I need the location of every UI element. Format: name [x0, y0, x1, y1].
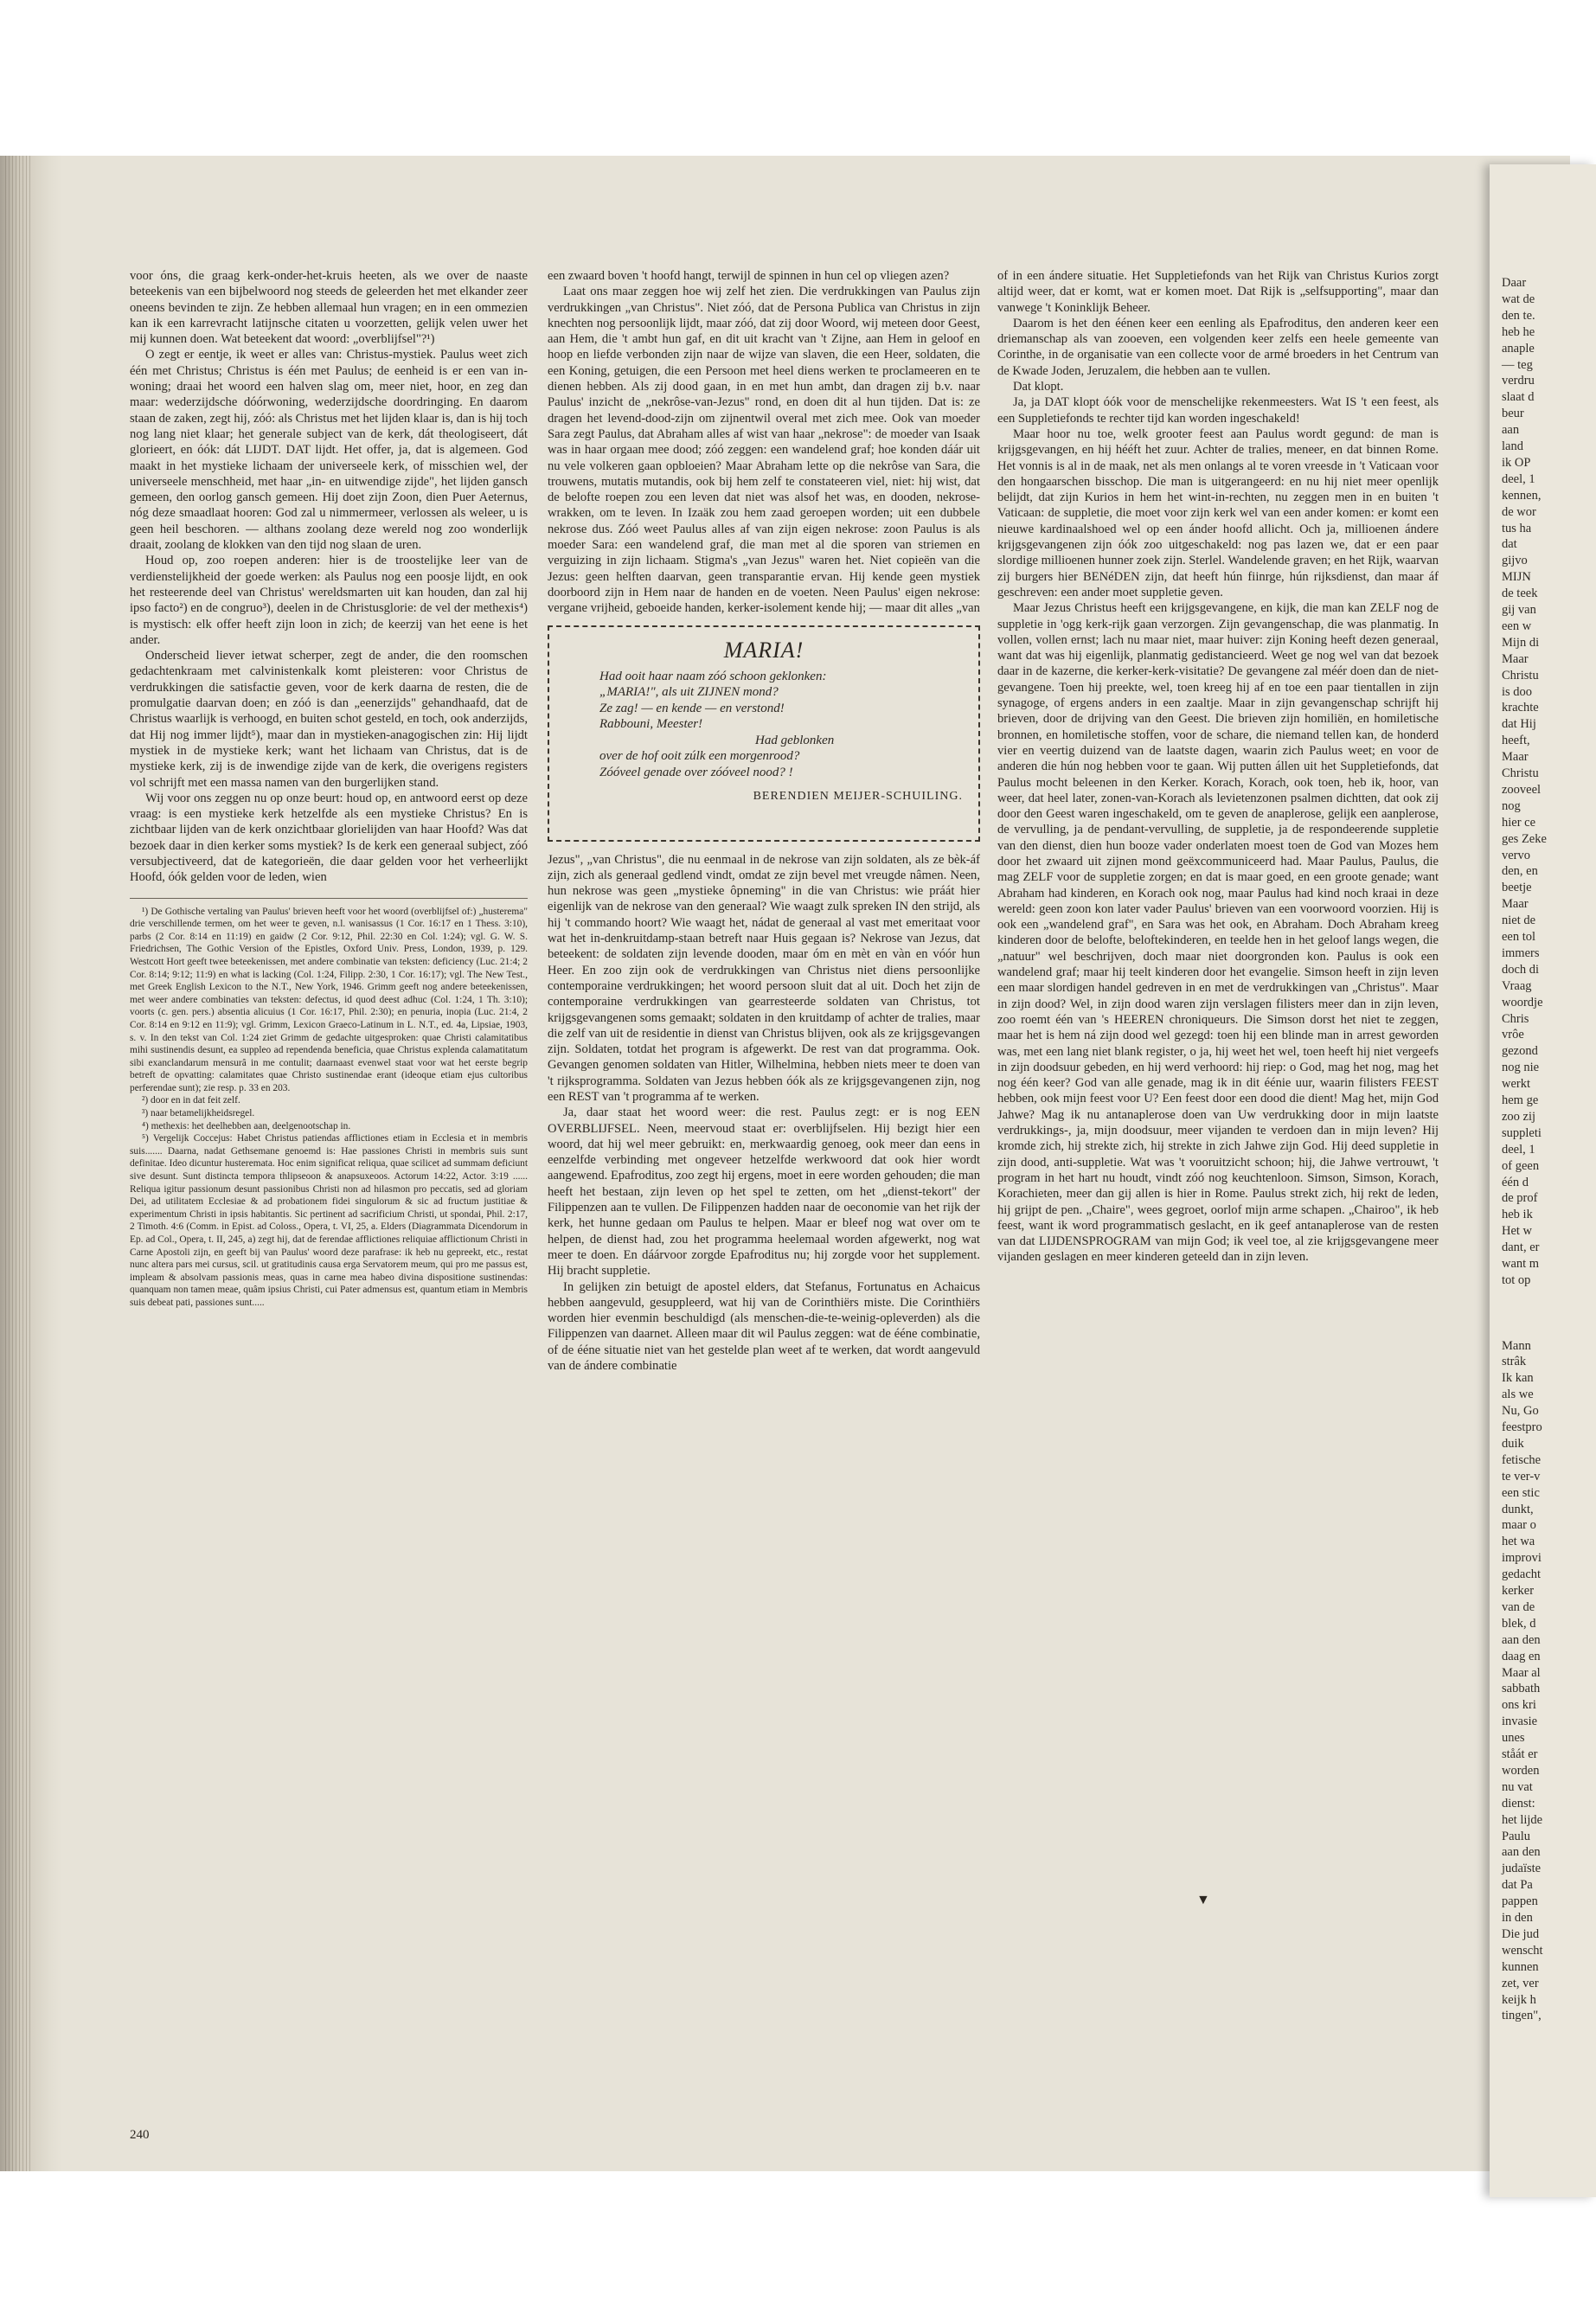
footnote: ⁵) Vergelijk Coccejus: Habet Christus patiendas afflictiones etiam in Ecclesia et in membris suis....... Daarna, nadat Gethsemane genoemd is: Hae passiones Christi in membris suis sunt definitae. Ideo dicuntur husteremata. Hoc enim significat reliqua, quae scilicet ad summam deficiunt sive desunt. Sunt distincta tempora thlipseoon & anapsuxeoos. Actorum 14:22, Actor. 3:19 ...... Reliqua igitur passionum desunt passionibus Christi non ad hilasmon pro peccatis, sed ad gloriam Dei, ad utilitatem Ecclesiae & ad probationem fidei singulorum & sic ad fructum justitiae & experimentum Christi in ipsis habitantis. Sic pertinent ad sacrificium Christi, ut spondai, Phil. 2:17, 2 Timoth. 4:6 (Comm. in Epist. ad Coloss., Opera, t. VI, 25, a. Elders (Diagrammata Dicendorum in Ep. ad Col., Opera, t. II, 245, a) zegt hij, dat de ferendae afflictiones reliquiae afflictionum Christi in Carne Apostoli zijn, en geeft bij van Paulus' woord deze parafrase: ik heb nu gepreekt, etc., restat nunc altera pars mei cursus, scil. ut gratitudinis causa erga Servatorem meum, qui pro me passus est, impleam & absolvam passionis meas, quas in carne mea habeo divina dispositione sustinendas: quanquam non tamen meae, quâm ipsius Christi, cui Pater admensus est, quantum etiam in Membris suis debeat pati, passiones sunt.....: [130, 1133, 528, 1308]
paragraph: O zegt er eentje, ik weet er alles van: Christus-mystiek. Paulus weet zich één met Christus; Christus is één met Paulus; de eenheid is er een van in-woning; draai het woord een halven slag om, meer niet, hoor, en zeg dan maar: wederzijdsche dóórwoning, wederzijdsche doordringing. En daarom staan de zaken, zegt hij, zóó: als Christus met het lijden klaar is, dan is hij toch nog lang niet klaar; het generale subject van de kerk, dát theologiseert, dát glorieert, en óók: dát LIJDT. DAT lijdt. Het offer, ja, dat is algemeen. God maakt in het mystieke lichaam der universeele kerk, of misschien wel, der universeele menschheid, met haar „in- en uitwendige zijde", het lijden gansch gemeen, den oorlog gansch gemeen. Hij doet zijn Zoon, dien Puer Aeternus, nóg deze smaadlaat hooren: God zal u nimmermeer, verlossen als weleer, u is geen heil beschoren. — althans zoolang deze wereld nog zoo wonderlijk draait, zoolang de klokken van den tijd nog slaan de uren.: [130, 348, 528, 553]
next-page-fragment: den te.: [1502, 308, 1535, 323]
next-page-fragment: fetische: [1502, 1452, 1542, 1467]
next-page-fragment: Chris: [1502, 1011, 1529, 1026]
next-page-fragment: het wa: [1502, 1535, 1535, 1549]
next-page-fragment: nog nie: [1502, 1061, 1540, 1075]
next-page-fragment: keijk h: [1502, 1992, 1536, 2007]
paragraph: Laat ons maar zeggen hoe wij zelf het zien. Die verdrukkingen van Paulus zijn verdrukkingen „van Christus". Niet zóó, dat de Persona Publica van Christus in zijn knechten nog persoonlijk lijdt, maar zóó, dat zij door Woord, wij meteen door Geest, aan Hem, die 't ambt hun gaf, en dit uit kracht van 't Zijne, aan Hem in geloof en hoop en liefde verbonden zijn naar de wijze van slaven, die een Heer, soldaten, die een Koning, getuigen, die een Persoon met heel diens werken te proclameeren en te dienen hebben. Als zij dood gaan, in en met hun ambt, dan dragen zij b.v. naar Paulus' inzicht de „nekrôse-van-Jezus" rond, en doen dit al hun tijden. Dat is: ze dragen het levend-dood-zijn om zijnentwil overal met zich mee. Ook van moeder Sara zegt Paulus, dat Abraham alles af wist van haar „nekrose": de moeder van Isaak was in haar orgaan mee dood; zóó zeggen: een wandelend graf; hoe konden dáár uit nu vele volkeren gaan opbloeien? Maar Abraham lette op die nekrôse van Sara, die trouwens, mutatis mutandis, ook bij hem zelf te constateeren viel, niet: hij wist, dat de belofte roepen zou een leven dat niet was alsof het was, en dooden, nekrose-wrakken, om te leven. In Izaäk zou hem zaad geroepen worden; uit een dubbele nekrose dus. Zóó weet Paulus alles af van zijn eigen nekrose: zoon Paulus is als moeder Sara: een wandelend graf, die man met al die sporen van striemen en verguizing in zijn lichaam. Stigma's „van Jezus" waren het. Niet copieën van die Jezus: geen helften daarvan, geen transparantie ervan. Hij kende geen mystiek doorboord zijn in Hem naar de handen en de voeten. Neen Paulus' eigen nekrose: vergane vrijheid, geboeide handen, kerker-isolement kende hij; — maar dit alles „van: [548, 285, 980, 616]
footnote: ²) door en in dat feit zelf.: [142, 1095, 240, 1106]
next-page-fragment: het lijde: [1502, 1812, 1543, 1827]
next-page-fragment: aan den: [1502, 1632, 1541, 1647]
next-page-fragment: één d: [1502, 1175, 1529, 1189]
next-page-fragment: ges Zeke: [1502, 831, 1547, 846]
next-page-fragment: Maar: [1502, 651, 1529, 666]
next-page-fragment: aan: [1502, 423, 1520, 438]
poem-line: Rabbouni, Meester!: [599, 717, 703, 732]
paragraph: Ja, daar staat het woord weer: die rest. Paulus zegt: er is nog EEN OVERBLIJFSEL. Neen, meervoud staat er: overblijfselen. Hij bezigt hier een woord, dat hij wel meer gebruikt: en, merkwaardig genoeg, ook meer dan eens in eenzelfde verbinding met ongeveer hetzelfde werkwoord dat ook hier wordt aangewend. Epafroditus, zoo zegt hij ergens, moet in eere worden gehouden; die man heeft het bestaan, zijn leven op het spel te zetten, om het „dienst-tekort" der Filippenzen aan te vullen. De Filippenzen hadden naar de oeconomie van het rijk der kerk, het hunne gedaan om Paulus te helpen. Maar er bleef nog wat over om te helpen, de dienst had, zou het programma heelemaal worden afgewerkt, nog wat meer te doen. En dáárvoor zorgde Epafroditus nu; hij zorgde voor het supplement. Hij bracht suppletie.: [548, 1106, 980, 1279]
poem-line: Ze zag! — en kende — en verstond!: [599, 701, 785, 715]
next-page-fragment: beur: [1502, 407, 1524, 421]
next-page-fragment: een stic: [1502, 1485, 1540, 1500]
next-page-fragment: de teek: [1502, 586, 1538, 601]
next-page-fragment: Die jud: [1502, 1926, 1540, 1941]
next-page-fragment: woordje: [1502, 995, 1543, 1009]
next-page-fragment: MIJN: [1502, 570, 1531, 585]
next-page-fragment: een tol: [1502, 930, 1536, 944]
paragraph: voor óns, die graag kerk-onder-het-kruis heeten, als we over de naaste beteekenis van een bijbelwoord nog steeds de geleerden het met elkander zeer oneens bevinden te zijn. Ze hebben allemaal hun vragen; en in een ommezien kan ik een karrevracht latijnsche citaten u voorzetten, gelijk velen uwer het mij kunnen doen. Wat beteekent dat woord: „overblijfsel"?¹): [130, 269, 528, 347]
next-page-fragment: Maar al: [1502, 1665, 1541, 1680]
next-page-fragment: Daar: [1502, 276, 1527, 290]
next-page-fragment: daag en: [1502, 1649, 1541, 1663]
next-page-fragment: Christu: [1502, 766, 1539, 780]
next-page-fragment: dat Hij: [1502, 717, 1536, 732]
column-middle: [548, 268, 980, 1374]
paragraph: Ja, ja DAT klopt óók voor de menschelijke rekenmeesters. Wat IS 't een feest, als een Suppletiefonds te rechter tijd kan worden ingeschakeld!: [997, 395, 1439, 426]
paragraph: Houd op, zoo roepen anderen: hier is de troostelijke leer van de verdienstelijkheid der goede werken: als Paulus nog een poosje lijdt, en ook het resteerende deel van Christus' wereldsmarten uit kan houden, dan zal hij ipso facto²) en de congruo³), deelen in de Christusglorie: de vel der methexis⁴) is mystisch: elk offer heeft zijn loon in zich; de keerzij van het eene is het ander.: [130, 554, 528, 647]
next-page-fragment: dat Pa: [1502, 1878, 1533, 1893]
paragraph: Daarom is het den éénen keer een eenling als Epafroditus, den anderen keer een driemanschap als van zooeven, een volgenden keer zelfs een heele gemeente van Corinthe, in de organisatie van een collecte voor de armé broeders in het Centrum van de Kwade Joden, Jeruzalem, die hebben aan te vullen.: [997, 316, 1439, 378]
next-page-fragment: maar o: [1502, 1518, 1536, 1533]
page-number: 240: [130, 2128, 150, 2142]
next-page-fragment: Ik kan: [1502, 1371, 1534, 1386]
next-page-fragment: aan den: [1502, 1845, 1541, 1860]
next-page-fragment: nu vat: [1502, 1779, 1533, 1794]
next-page-fragment: slaat d: [1502, 390, 1535, 405]
next-page-fragment: kunnen: [1502, 1959, 1539, 1974]
next-page-fragment: immers: [1502, 945, 1540, 960]
next-page-fragment: deel, 1: [1502, 1142, 1535, 1157]
next-page-fragment: deel, 1: [1502, 471, 1535, 486]
page-edges: [5, 156, 31, 2171]
next-page-fragment: vrôe: [1502, 1028, 1524, 1042]
column-left: [130, 268, 528, 1310]
next-page-fragment: blek, d: [1502, 1616, 1536, 1631]
poem-author: BERENDIEN MEIJER-SCHUILING.: [753, 790, 963, 804]
next-page-fragment: tot op: [1502, 1272, 1531, 1287]
next-page-fragment: krachte: [1502, 701, 1539, 715]
next-page-fragment: sabbath: [1502, 1682, 1541, 1696]
paragraph: Wij voor ons zeggen nu op onze beurt: houd op, en antwoord eerst op deze vraag: is een mystieke kerk hetzelfde als een mystieke Christus? En is zichtbaar lijden van de kerk onzichtbaar glorielijden van haar Hoofd? Was dat bezoek daar in dien kerker soms mystiek? Is de kerk een generaal subject, zóó versubjectiveerd, dat de kategorieën, die daar gelden voor het verheerlijkt Hoofd, óók gelden voor de leden, wien: [130, 791, 528, 885]
next-page-fragment: in den: [1502, 1911, 1533, 1925]
next-page-fragment: de prof: [1502, 1191, 1538, 1206]
next-page-fragment: heb he: [1502, 324, 1535, 339]
next-page-fragment: Het w: [1502, 1224, 1533, 1239]
next-page-fragment: dant, er: [1502, 1240, 1540, 1255]
next-page-fragment: gedacht: [1502, 1567, 1542, 1582]
paragraph: een zwaard boven 't hoofd hangt, terwijl de spinnen in hun cel op vliegen azen?: [548, 269, 950, 283]
next-page-fragment: Christu: [1502, 668, 1539, 683]
next-page-fragment: dunkt,: [1502, 1502, 1534, 1516]
footnote: ³) naar betamelijkheidsregel.: [142, 1108, 255, 1119]
end-mark-icon: ▼: [1196, 1893, 1210, 1907]
next-page-fragment: pappen: [1502, 1894, 1538, 1909]
paragraph: Dat klopt.: [1013, 380, 1064, 394]
paragraph: Jezus", „van Christus", die nu eenmaal in de nekrose van zijn soldaten, als ze bèk-áf zijn, zich als generaal gedlend vindt, omdat ze zijn bevel met vreugde nâmen. Neen, hun nekrose was geen „mystieke ôpneming" in die van Christus: wie práát hier eigenlijk van de nekrose van den generaal? Wie waagt zulk spreken IN den strijd, als hij 't commando hoort? Wie waagt het, nádat de generaal al vast met emeritaat voor wat het in-denkruitdamp-staan betreft naar Huis gegaan is? Nekrose van Jezus, dat beteekent: de soldaten zijn levende dooden, maar óm en mèt en vàn en vóór hun Heer. En zoo zijn ook de verdrukkingen van Christus niet diens persoonlijke contemporaine verdrukkingen; het woord persoon sluit dat al uit. Doch het zijn de contemporaine verdrukkingen van gearresteerde soldaten van Christus, tot krijgsgevangenen soms gemaakt; soldaten in den kruitdamp of achter de tralies, maar die zelf van uit de residentie in dienst van Christus blijven, ook als ze krijgsgevangen zijn. Soldaten, totdat het program is afgewerkt. De rest van dat programma. Ook. Gevangen genomen soldaten van Hitler, Wilhelmina, hebben niets meer te doen van 't rijksprogramma. Soldaten van Jezus hebben óók als ze krijgsgevangenen zijn, nog een REST van 't programma af te werken.: [548, 852, 980, 1104]
next-page-fragment: tingen",: [1502, 2009, 1542, 2023]
next-page-fragment: nog: [1502, 798, 1521, 813]
poem-lines: [599, 669, 963, 781]
footnote: ⁴) methexis: het deelhebben aan, deelgenootschap in.: [142, 1120, 351, 1131]
next-page-fragment: de wor: [1502, 504, 1536, 519]
next-page-fragment: zooveel: [1502, 782, 1542, 797]
next-page-fragment: gezond: [1502, 1044, 1538, 1059]
next-page-fragment: ons kri: [1502, 1698, 1536, 1713]
next-page-fragment: den, en: [1502, 864, 1538, 879]
next-page-fragment: anaple: [1502, 341, 1535, 356]
next-page-fragment: Mann: [1502, 1338, 1531, 1353]
footnotes: [130, 898, 528, 1310]
next-page-fragment: Maar: [1502, 750, 1529, 765]
next-page-fragment: Vraag: [1502, 978, 1532, 993]
next-page-fragment: ik OP: [1502, 455, 1531, 470]
next-page-fragment: of geen: [1502, 1158, 1540, 1173]
next-page-fragment: zet, ver: [1502, 1976, 1539, 1990]
next-page-fragment: suppleti: [1502, 1125, 1542, 1140]
next-page-fragment: duik: [1502, 1436, 1524, 1451]
footnote: ¹) De Gothische vertaling van Paulus' brieven heeft voor het woord (overblijfsel of:) „husterema" drie verschillende termen, om het weer te geven, n.l. wanisassus (1 Cor. 16:17 en 1 Thess. 3:10), parbs (2 Cor. 8:14 en 11:19) en gaidw (2 Cor. 9:12, Phil. 22:30 en Col. 1:24); vgl. G. W. S. Friedrichsen, The Gothic Version of the Epistles, Oxford Univ. Press, London, 1939, p. 129. Westcott Hort geeft twee beteekenissen, met andere combinatie van teksten: deficiency (Luc. 21:4; 2 Cor. 8:14; 9:12; 11:9) en what is lacking (Col. 1:24, Filipp. 2:30, 1 Cor. 16:17); vgl. The New Test., met Greek English Lexicon to the N.T., New York, 1946. Grimm geeft nog andere beteekenissen, met weer andere combinaties van teksten: defectus, id quod deest adhuc (Col. 1:24, 1 Th. 3:10); voorts (c. gen. pers.) absentia alicuius (1 Cor. 16:17, Phil. 2:30); en penuria, inopia (Luc. 21:4, 2 Cor. 8:14 en 9:12 en 11:9); vgl. Grimm, Lexicon Graeco-Latinum in L. N.T., ed. 4a, Lipsiae, 1903, s. v. In den tekst van Col. 1:24 ziet Grimm de gedachte uitgesproken: quae Christi calamitatibus mihi sustinendis desunt, ea suppleo ad rependenda beneficia, quae Christus explenda calamatitatum sibi exanclandarum mensurâ in me contulit; daarnaast evenwel staat voor wat het eerste begrip betreft de opvatting: calamitates quae Christo sustinendae erant (ideoque etiam ejus cultoribus perferendae sunt); zie resp. p. 33 en 203.: [130, 906, 528, 1093]
scanned-page: [0, 156, 1570, 2171]
paragraph: Maar Jezus Christus heeft een krijgsgevangene, en kijk, die man kan ZELF nog de suppletie in 'ogg kerk-rijk gaan verzorgen. Zijn gevangenschap, die was planmatig. In vollen, vollen ernst; lach nu maar niet, maar huiver: zijn Koning heeft dezen generaal, want dat was hij eigenlijk, planmatig gedistancieerd. Weet ge nog wel van dat bezoek daar in de kazerne, die kerker-kerk-visitatie? De gevangene zal méér doen dan de niet-gevangene. Toen hij preekte, wel, toen kreeg hij af en toe een paar tientallen in zijn synagoge, of ergens anders in een zaaltje. Maar in zijn gevangenschap schrijft hij brieven, door de drijving van den Geest. Die brieven zijn homiliën, en homiletische bronnen, en homiletische stoffen, voor de schare, die niemand tellen kan, de honderd vier en veertig duizend van de laatste dagen, waarin zich Paulus weet; en voor de anderen die hún nog hebben voor te gaan. Wij putten állen uit het Suppletiefonds, dat Paulus mocht beleenen in den Kerker. Korach, Korach, ook toen, heb ik, hoor, van weer, dat heel later, zonen-van-Korach als levietenzonen psalmen dichtten, dat ook zij door den Geest waren ingeschakeld, om te geven de anaplerose, gelijk een aanplerose, de vervulling, ja de pendant-vervulling, de suppletie, ja de respondeerende suppletie van den dienst, dien hun booze vader onderlaten moest toen de God van Mozes hem door het zwaard uit zijnen mond geëxcommuniceerd had. Maar Paulus, Paulus, die mag ZELF voor de suppletie zorgen; en dat is maar goed, en een groote genade; want Abraham had kinderen, en Korach ook nog, maar Paulus had kind noch kraai in deze wereld: geen zoon kon later vader Paulus' brieven van een voorwoord voorzien. Hij is ook een „wandelend graf", en Sara was het ook, en Abraham. Doch Abraham kreeg kinderen door de belofte, beloftekinderen, en teelde hen in het geloof langs wegen, die „natuur" wel beschrijven, doch maar niet doorgronden kon. Paulus is ook een wandelend graf; maar hij teelt kinderen door het evangelie. Simson heeft in zijn leven een maar slordigen handel gedreven in en met de verdrukkingen van „Christus". Maar in zijn dood? Wel, in zijn dood waren zijn verslagen filisters meer dan in zijn leven, zoo roemt één van 's HEEREN chroniqueurs. Die Simson dorst het niet te zeggen, maar het is hem ná zijn dood wel gezegd: toen hij een blinde man in arrest geworden was, met een lang niet blank register, o ja, hij weet het wel, toen heeft hij niet vergeefs in zijn doodsuur gebeden, en hij werd verhoord: hij riep: o God, mag het nog, mag het nog één keer? God van alle genade, mag ik in dit éénie uur, waarin filisters FEEST hebben, ook mijn feest voor U? Een feest door een dood die dient! Mag het, mijn God Jahwe? Mag ik nu antanaplerose doen van Uw verdrukking door in mijn laatste verdrukkings-, ja, mijn doodsuur, meer vijanden te verdoen dan in mijn leven? Hij kromde zich, hij strekte zich, hij strekte in zich Jahwe zijn God. Hij deed suppletie in zijn dood, anti-suppletie. Wat was 't vooruitzicht schoon; hij, die Jahwe vertrouwt, 't program in het hart nu houdt, vindt zóó nog keuchtenloon. Simson, Simson, Korach, Korachieten, meer dan gij allen is hier in Rome. Paulus strekt zich, hij rekt de leden, hij grijpt de pen. „Chaire", wees gegroet, oorlof mijn arme schapen. „Chairoo", ik heb feest, want ik word programmatisch geslacht, en ik geef antanaplerose van de resten van dat LIJDENSPROGRAM van mijn God; ik veel toe, al zie krijgsgevangene meer vijanden geslagen en meer kinderen geteeld dan in zijn leven.: [997, 601, 1439, 1265]
next-page-fragment: als we: [1502, 1388, 1534, 1402]
next-page-fragment: strâk: [1502, 1355, 1527, 1369]
next-page-fragment: Nu, Go: [1502, 1404, 1539, 1419]
next-page-fragment: feestpro: [1502, 1420, 1542, 1434]
next-page-fragment: unes: [1502, 1731, 1525, 1746]
poem-line: Zóóveel genade over zóóveel nood? !: [599, 765, 793, 779]
next-page-fragment: wenscht: [1502, 1943, 1543, 1958]
poem-box: [548, 625, 980, 842]
next-page-fragment: te ver-v: [1502, 1469, 1541, 1484]
poem-line: Had ooit haar naam zóó schoon geklonken:: [599, 669, 827, 683]
next-page-fragment: werkt: [1502, 1077, 1531, 1092]
next-page-fragment: hem ge: [1502, 1093, 1539, 1107]
poem-line: Had geblonken: [755, 733, 835, 747]
book-spine: [0, 156, 62, 2171]
next-page-fragment: tus ha: [1502, 521, 1532, 535]
next-page-fragment: dienst:: [1502, 1796, 1535, 1811]
next-page-fragment: worden: [1502, 1763, 1540, 1778]
paragraph: Onderscheid liever ietwat scherper, zegt de ander, die den roomschen gedachtenkraam met calvinistenkalk komt pleisteren: voor Christus de verdrukkingen die satisfactie geven, voor de kerk daarna de resten, die de promulgatie daarvan doen; en zóó is dan „eenerzijds" gehandhaafd, dat de Christus waarlijk is verhoogd, en buiten schot gesteld, en toch, ook anderzijds, dat Hij nog immer lijdt⁵), maar dan in mystieken-anagogischen zin: Hij lijdt mystiek in de mystieke kerk; want het lichaam van Christus, dat is de mystieke kerk, zij is de inwendige zijde van de kerk, die overigens registers vol schrijft met een massa namen van den burgerlijken stand.: [130, 649, 528, 790]
next-page-fragment: is doo: [1502, 684, 1533, 699]
next-page-fragment: — teg: [1502, 357, 1533, 372]
next-page-fragment: ståát er: [1502, 1747, 1538, 1761]
next-page-fragment: beetje: [1502, 881, 1532, 895]
next-page-fragment: van de: [1502, 1599, 1535, 1614]
next-page-fragment: heb ik: [1502, 1208, 1533, 1222]
poem-line: „MARIA!", als uit ZIJNEN mond?: [599, 685, 779, 700]
next-page-fragment: vervo: [1502, 848, 1531, 862]
next-page-edge: [1490, 164, 1596, 2197]
next-page-fragment: kerker: [1502, 1584, 1535, 1598]
column-right: [997, 268, 1439, 1266]
next-page-fragment: Mijn di: [1502, 635, 1540, 650]
next-page-fragment: invasie: [1502, 1715, 1538, 1729]
next-page-fragment: Maar: [1502, 897, 1529, 912]
poem-title: MARIA!: [723, 637, 804, 663]
next-page-fragment: een w: [1502, 619, 1532, 633]
next-page-fragment: improvi: [1502, 1551, 1542, 1566]
next-page-fragment: Paulu: [1502, 1829, 1531, 1843]
next-page-fragment: wat de: [1502, 292, 1535, 306]
poem-line: over de hof ooit zúlk een morgenrood?: [599, 749, 800, 764]
next-page-fragment: zoo zij: [1502, 1109, 1536, 1124]
paragraph: of in een ándere situatie. Het Suppletiefonds van het Rijk van Christus Kurios zorgt altijd weer, dat er komt, wat er komen moet. Dat Rijk is „selfsupporting", maar dan vanwege 't Koninklijk Beheer.: [997, 269, 1439, 315]
paragraph: Maar hoor nu toe, welk grooter feest aan Paulus wordt gegund: de man is krijgsgevangen, en hij hééft het zuur. Achter de tralies, meneer, en dat binnen Rome. Het vonnis is al in de maak, net als men onlangs al te voren vreesde in 't Vaticaan voor den hongaarschen bisschop. Die man is uitgerangeerd: en nu hij niet meer openlijk belijdt, dat zijn Kurios in hem het wint-in-rechten, nu zeggen men in en buiten 't Vaticaan: de suppletie, die moet voor zijn kerk wel van een ander komen: er komt een nieuwe kardinaalshoed wel op een ánder hoofd allicht. Och ja, millioenen ándere krijgsgevangenen zijn óók zoo uitgeschakeld: nog pas lazen we, dat er een paar slordige millioenen hunner zoek zijn. Sterlel. Wandelende graven; en het Rijk, waarvan zij burgers hier BENéDEN zijn, dat heeft hún fiinrge, hún rijksdienst, dan maar áf geschreven: een ander moet suppletie geven.: [997, 426, 1439, 599]
next-page-fragment: kennen,: [1502, 488, 1542, 503]
next-page-fragment: heeft,: [1502, 734, 1530, 748]
next-page-fragment: gij van: [1502, 603, 1536, 617]
next-page-fragment: doch di: [1502, 962, 1540, 977]
next-page-fragment: dat: [1502, 537, 1517, 552]
next-page-fragment: verdru: [1502, 374, 1535, 388]
next-page-fragment: gijvo: [1502, 554, 1528, 568]
next-page-fragment: land: [1502, 439, 1523, 453]
paragraph: In gelijken zin betuigt de apostel elders, dat Stefanus, Fortunatus en Achaicus hebben aangevuld, gesuppleerd, wat hij van de Corinthiërs miste. Die Corinthiërs worden hier evenmin beschuldigd (als menschen-die-te-weinig-opleverden) als die Filippenzen van daarnet. Alleen maar dit wil Paulus zeggen: wat de ééne combinatie, of de ééne situatie niet van het gestelde plan weet af te werken, dat wordt aangevuld van de ándere combinatie: [548, 1279, 980, 1374]
next-page-fragment: hier ce: [1502, 815, 1536, 830]
next-page-fragment: niet de: [1502, 913, 1536, 928]
next-page-fragment: judaïste: [1502, 1862, 1542, 1876]
next-page-fragment: want m: [1502, 1257, 1540, 1271]
